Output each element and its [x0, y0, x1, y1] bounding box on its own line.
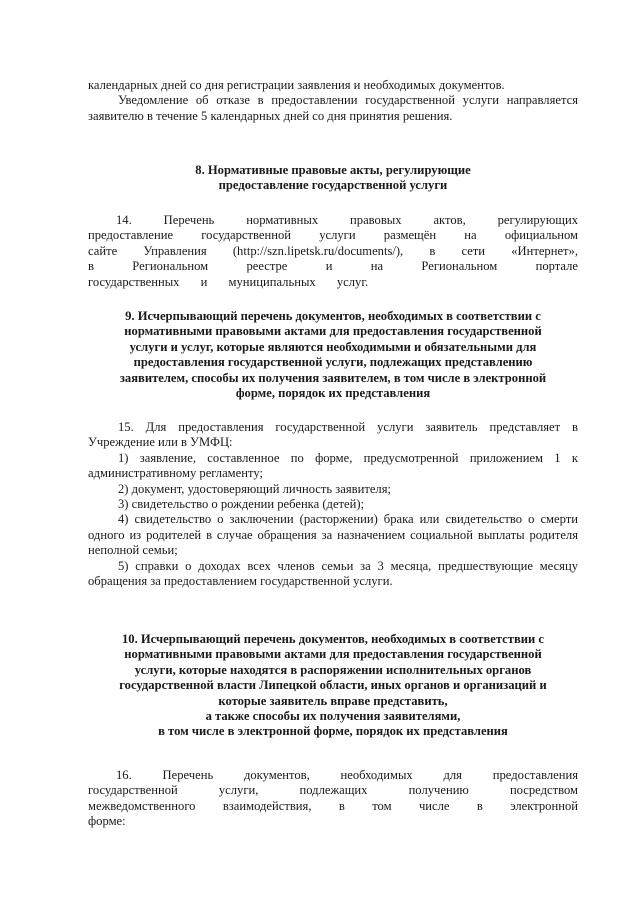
section-8-heading: [88, 163, 578, 194]
section-9-heading: [88, 309, 578, 401]
section-8-heading-line: 8. Нормативные правовые акты, регулирующие: [195, 163, 471, 177]
section-10-heading-line: а также способы их получения заявителями,: [205, 709, 461, 724]
paragraph-16: [88, 768, 578, 830]
section-10-heading-line: которые заявитель вправе представить,: [218, 693, 448, 708]
refusal-notice-paragraph: Уведомление об отказе в предоставлении государственной услуги направляется заявителю в течение 5 календарных дней со дня принятия решения.: [88, 93, 578, 123]
paragraph-15: [88, 420, 578, 589]
section-10-heading-line: в том числе в электронной форме, порядок их представления: [158, 724, 508, 739]
section-10-heading-line: нормативными правовыми актами для предоставления государственной: [124, 647, 542, 662]
section-10-heading: [88, 632, 578, 740]
section-8-heading-line: предоставление государственной услуги: [218, 178, 448, 193]
section-9-heading-line: услуги и услуг, которые являются необходимыми и обязательными для: [129, 339, 537, 354]
list-item: 4) свидетельство о заключении (расторжении) брака или свидетельство о смерти одного из родителей в случае обращения за назначением социальной выплаты родителя неполной семьи;: [88, 512, 578, 558]
paragraph-15-text: 15. Для предоставления государственной услуги заявитель представляет в Учреждение или в УМФЦ:: [88, 420, 578, 450]
list-item: 5) справки о доходах всех членов семьи за 3 месяца, предшествующие месяцу обращения за предоставлением государственной услуги.: [88, 558, 578, 589]
section-9-heading-line: заявителем, способы их получения заявителем, в том числе в электронной: [119, 370, 547, 385]
section-10-heading-line: государственной власти Липецкой области, иных органов и организаций и: [119, 678, 547, 693]
paragraph-14: [88, 213, 578, 290]
section-9-heading-line: нормативными правовыми актами для предоставления государственной: [124, 324, 542, 339]
list-item: 3) свидетельство о рождении ребенка (детей);: [118, 497, 365, 512]
section-9-heading-line: форме, порядок их представления: [235, 386, 431, 401]
paragraph-14-text: 14. Перечень нормативных правовых актов, регулирующих предоставление государственной услуги размещён на официальном сайте Управления (http://szn.lipetsk.ru/documents/), в сети «Интернет», в Региональном реестре и на Региональном портале государственных и муниципальных услуг.: [88, 213, 578, 289]
section-10-heading-line: 10. Исчерпывающий перечень документов, необходимых в соответствии с: [121, 632, 544, 646]
continuation-line: календарных дней со дня регистрации заявления и необходимых документов.: [88, 78, 505, 92]
section-9-heading-line: предоставления государственной услуги, подлежащих представлению: [133, 355, 533, 370]
list-item: 2) документ, удостоверяющий личность заявителя;: [118, 481, 392, 496]
top-text: [88, 78, 578, 124]
section-10-heading-line: услуги, которые находятся в распоряжении исполнительных органов: [134, 662, 532, 677]
section-9-heading-line: 9. Исчерпывающий перечень документов, необходимых в соответствии с: [125, 309, 541, 323]
list-item: 1) заявление, составленное по форме, предусмотренной приложением 1 к административному регламенту;: [88, 450, 578, 481]
paragraph-16-text: 16. Перечень документов, необходимых для предоставления государственной услуги, подлежащих получению посредством межведомственного взаимодействия, в том числе в электронной форме:: [88, 768, 578, 829]
